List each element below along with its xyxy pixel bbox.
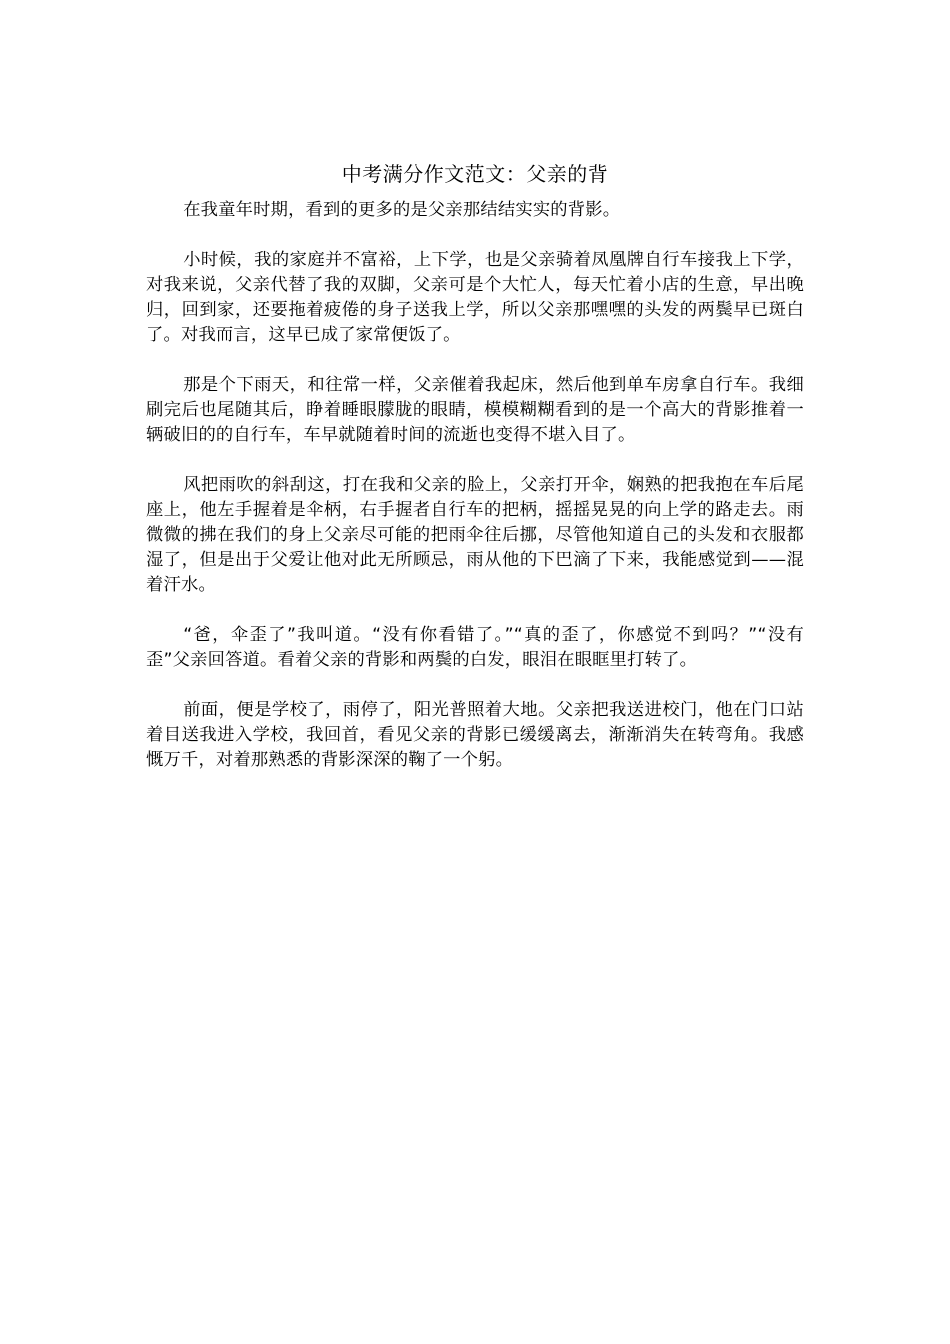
paragraph-1: 在我童年时期，看到的更多的是父亲那结结实实的背影。 bbox=[183, 200, 621, 220]
document-title: 中考满分作文范文：父亲的背 bbox=[341, 162, 609, 186]
document-body bbox=[146, 198, 804, 798]
paragraph-4: 风把雨吹的斜刮这，打在我和父亲的脸上，父亲打开伞，娴熟的把我抱在车后尾座上，他左手握着是伞柄，右手握者自行车的把柄，摇摇晃晃的向上学的路走去。雨微微的拂在我们的身上父亲尽可能的把雨伞往后挪，尽管他知道自己的头发和衣服都湿了，但是出于父爱让他对此无所顾忌，雨从他的下巴滴了下来，我能感觉到——混着汗水。 bbox=[146, 475, 804, 595]
paragraph-6: 前面，便是学校了，雨停了，阳光普照着大地。父亲把我送进校门，他在门口站着目送我进入学校，我回首，看见父亲的背影已缓缓离去，渐渐消失在转弯角。我感慨万千，对着那熟悉的背影深深的鞠了一个躬。 bbox=[146, 700, 804, 770]
paragraph-3: 那是个下雨天，和往常一样，父亲催着我起床，然后他到单车房拿自行车。我细刷完后也尾随其后，睁着睡眼朦胧的眼睛，模模糊糊看到的是一个高大的背影推着一辆破旧的的自行车，车早就随着时间的流逝也变得不堪入目了。 bbox=[146, 375, 804, 445]
paragraph-5: “爸，伞歪了”我叫道。“没有你看错了。”“真的歪了，你感觉不到吗？”“没有歪”父亲回答道。看着父亲的背影和两鬓的白发，眼泪在眼眶里打转了。 bbox=[146, 625, 804, 670]
paragraph-2: 小时候，我的家庭并不富裕，上下学，也是父亲骑着凤凰牌自行车接我上下学，对我来说，父亲代替了我的双脚，父亲可是个大忙人，每天忙着小店的生意，早出晚归，回到家，还要拖着疲倦的身子送我上学，所以父亲那嘿嘿的头发的两鬓早已斑白了。对我而言，这早已成了家常便饭了。 bbox=[146, 250, 804, 345]
